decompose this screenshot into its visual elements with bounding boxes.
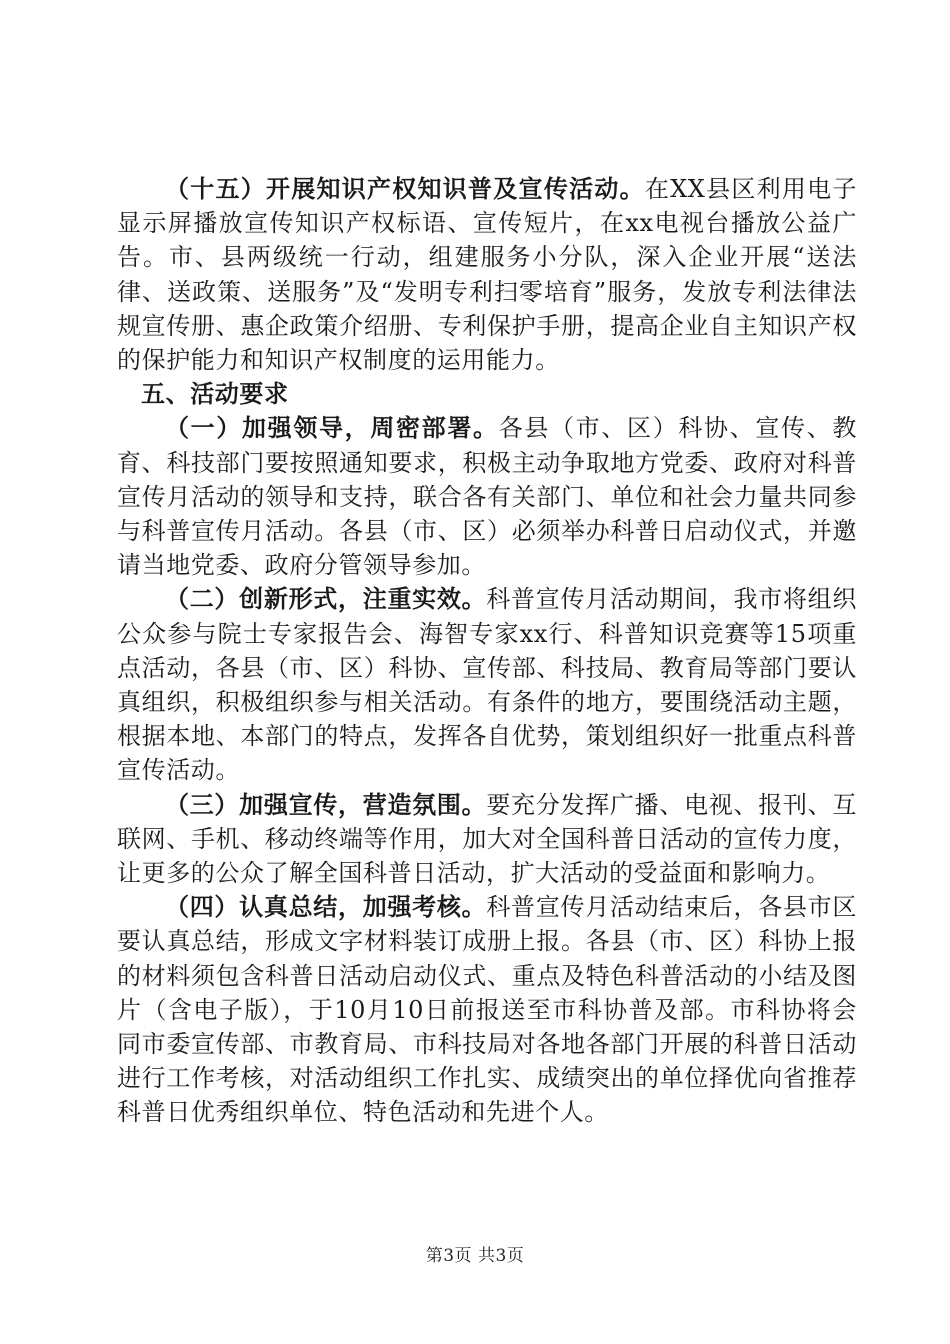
paragraph-lead: （十五）开展知识产权知识普及宣传活动。 <box>165 175 645 203</box>
requirement-lead: （三）加强宣传，营造氛围。 <box>165 790 487 819</box>
requirement-lead: （四）认真总结，加强考核。 <box>165 893 487 922</box>
requirement-item-3 <box>117 788 857 891</box>
requirement-lead: （一）加强领导，周密部署。 <box>165 414 499 443</box>
page-footer <box>0 1241 950 1266</box>
requirement-text: 要充分发挥广播、电视、报刊、互联网、手机、移动终端等作用，加大对全国科普日活动的宣传力度，让更多的公众了解全国科普日活动，扩大活动的受益面和影响力。 <box>117 790 857 888</box>
requirement-item-4 <box>117 890 857 1129</box>
paragraph-item-15 <box>117 172 857 377</box>
requirement-item-2 <box>117 582 857 787</box>
section-heading: 五、活动要求 <box>141 380 289 409</box>
requirement-text: 科普宣传月活动期间，我市将组织公众参与院士专家报告会、海智专家xx行、科普知识竞赛等15项重点活动，各县（市、区）科协、宣传部、科技局、教育局等部门要认真组织，积极组织参与相关活动。有条件的地方，要围绕活动主题，根据本地、本部门的特点，发挥各自优势，策划组织好一批重点科普宣传活动。 <box>117 585 857 785</box>
page-number-label: 第3页 共3页 <box>425 1246 525 1266</box>
requirement-lead: （二）创新形式，注重实效。 <box>165 585 487 614</box>
requirement-text: 科普宣传月活动结束后，各县市区要认真总结，形成文字材料装订成册上报。各县（市、区）科协上报的材料须包含科普日活动启动仪式、重点及特色科普活动的小结及图片（含电子版），于10月10日前报送至市科协普及部。市科协将会同市委宣传部、市教育局、市科技局对各地各部门开展的科普日活动进行工作考核，对活动组织工作扎实、成绩突出的单位择优向省推荐科普日优秀组织单位、特色活动和先进个人。 <box>117 893 857 1127</box>
requirement-text: 各县（市、区）科协、宣传、教育、科技部门要按照通知要求，积极主动争取地方党委、政府对科普宣传月活动的领导和支持，联合各有关部门、单位和社会力量共同参与科普宣传月活动。各县（市、区）必须举办科普日启动仪式，并邀请当地党委、政府分管领导参加。 <box>117 414 857 580</box>
document-body <box>117 172 857 1130</box>
paragraph-text: 在XX县区利用电子显示屏播放宣传知识产权标语、宣传短片，在xx电视台播放公益广告。市、县两级统一行动，组建服务小分队，深入企业开展“送法律、送政策、送服务”及“发明专利扫零培育”服务，发放专利法律法规宣传册、惠企政策介绍册、专利保护手册，提高企业自主知识产权的保护能力和知识产权制度的运用能力。 <box>117 175 857 375</box>
requirement-item-1 <box>117 411 857 582</box>
